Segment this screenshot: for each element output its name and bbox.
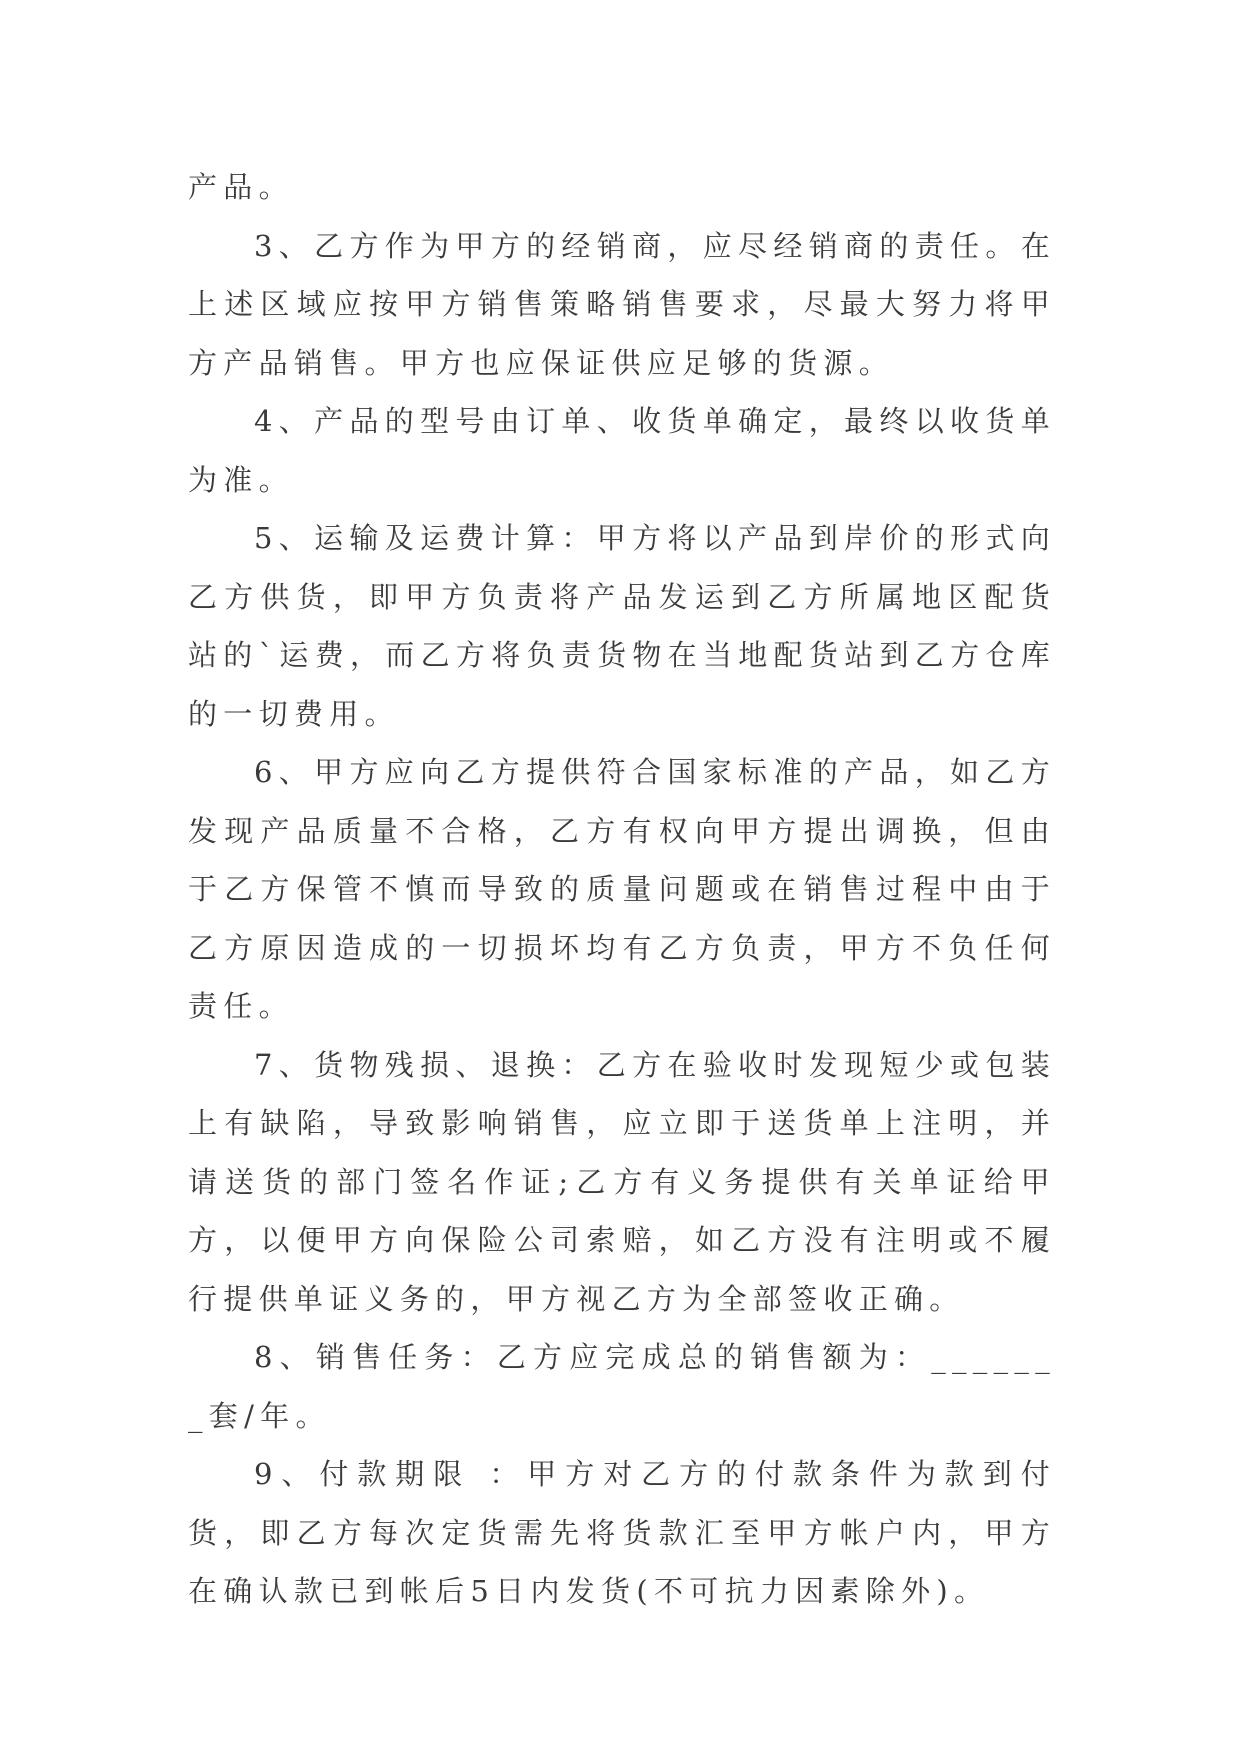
paragraph-clause-4: 4、产品的型号由订单、收货单确定，最终以收货单为准。 <box>188 404 1056 497</box>
paragraph-clause-7: 7、货物残损、退换：乙方在验收时发现短少或包装上有缺陷，导致影响销售，应立即于送货单上注明，并请送货的部门签名作证;乙方有义务提供有关单证给甲方，以便甲方向保险公司索赔，如乙方没有注明或不履行提供单证义务的，甲方视乙方为全部签收正确。 <box>188 1047 1056 1316</box>
document-body <box>188 158 1056 1621</box>
paragraph-clause-6: 6、甲方应向乙方提供符合国家标准的产品，如乙方发现产品质量不合格，乙方有权向甲方提出调换，但由于乙方保管不慎而导致的质量问题或在销售过程中由于乙方原因造成的一切损坏均有乙方负责，甲方不负任何责任。 <box>188 755 1056 1023</box>
paragraph-clause-5: 5、运输及运费计算：甲方将以产品到岸价的形式向乙方供货，即甲方负责将产品发运到乙方所属地区配货站的`运费，而乙方将负责货物在当地配货站到乙方仓库的一切费用。 <box>188 521 1057 731</box>
paragraph-clause-3: 3、乙方作为甲方的经销商，应尽经销商的责任。在上述区域应按甲方销售策略销售要求，尽最大努力将甲方产品销售。甲方也应保证供应足够的货源。 <box>188 228 1056 380</box>
paragraph-clause-9: 9、付款期限 ：甲方对乙方的付款条件为款到付货，即乙方每次定货需先将货款汇至甲方帐户内，甲方在确认款已到帐后5日内发货(不可抗力因素除外)。 <box>188 1457 1056 1608</box>
paragraph-continuation: 产品。 <box>188 170 294 204</box>
paragraph-clause-8: 8、销售任务：乙方应完成总的销售额为：_______套/年。 <box>188 1340 1056 1433</box>
